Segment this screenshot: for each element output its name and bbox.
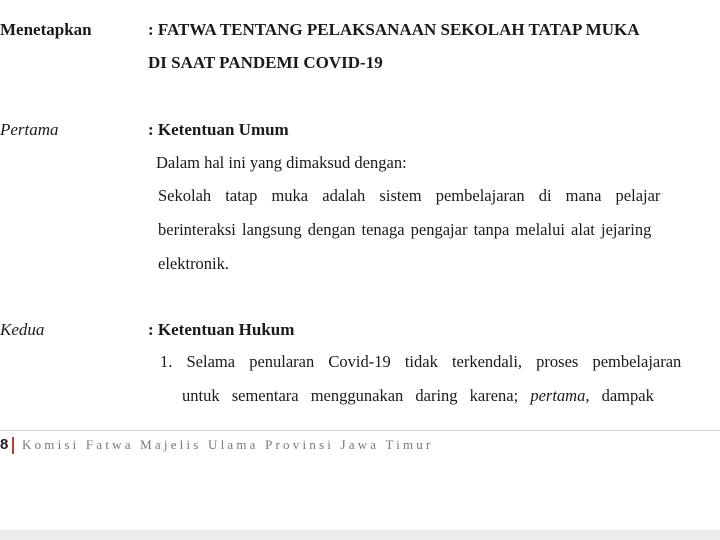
label-menetapkan: Menetapkan: [0, 20, 92, 39]
item-1-line-2-italic: pertama,: [530, 386, 590, 405]
item-1-line-1: 1. Selama penularan Covid-19 tidak terkendali, proses pembelajaran: [160, 352, 682, 371]
fatwa-title-line1: : FATWA TENTANG PELAKSANAAN SEKOLAH TATAP MUKA: [148, 20, 640, 39]
intro-text: Dalam hal ini yang dimaksud dengan:: [156, 153, 407, 172]
heading-ketentuan-hukum: : Ketentuan Hukum: [148, 320, 295, 339]
item-1-line-2: [182, 386, 654, 406]
footer-institution: Komisi Fatwa Majelis Ulama Provinsi Jawa Timur: [22, 437, 434, 452]
footer-separator-bar: [12, 437, 14, 454]
heading-ketentuan-umum: : Ketentuan Umum: [148, 120, 289, 139]
item-1-line-2-pre: untuk sementara menggunakan daring karena;: [182, 386, 531, 405]
definition-line-1: Sekolah tatap muka adalah sistem pembelajaran di mana pelajar: [158, 186, 661, 205]
page-number: 8: [0, 436, 9, 453]
label-pertama: Pertama: [0, 120, 59, 139]
item-1-line-2-post: dampak: [589, 386, 654, 405]
definition-line-3: elektronik.: [158, 254, 230, 273]
fatwa-title-line2: DI SAAT PANDEMI COVID-19: [148, 53, 383, 72]
label-kedua: Kedua: [0, 320, 45, 339]
definition-line-2: berinteraksi langsung dengan tenaga pengajar tanpa melalui alat jejaring: [158, 220, 652, 239]
footer-divider: [0, 430, 720, 431]
page-bottom-edge: [0, 530, 720, 540]
